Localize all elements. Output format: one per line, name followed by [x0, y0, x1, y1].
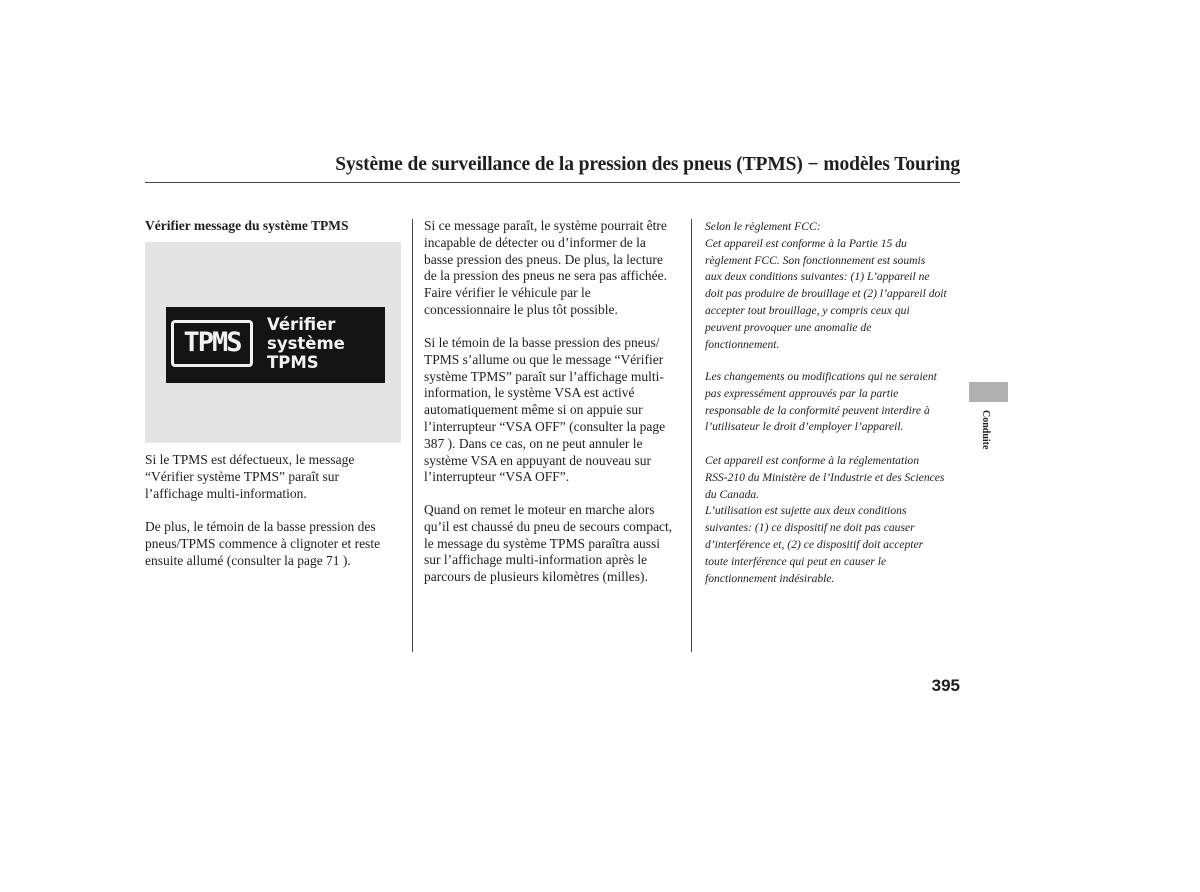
text-line: concessionnaire le plus tôt possible.: [424, 301, 618, 317]
text-line: De plus, le témoin de la basse pression des: [145, 519, 376, 534]
section-tab-marker: [969, 382, 1008, 402]
title-divider: [145, 182, 960, 183]
text-line: du Canada.: [705, 487, 760, 501]
text-line: fonctionnement.: [705, 337, 780, 351]
text-line: système TPMS” paraît sur l’affichage multi-: [424, 368, 664, 384]
text-line: Si le témoin de la basse pression des pneus/: [424, 335, 660, 350]
text-line: 387 ). Dans ce cas, on ne peut annuler le: [424, 435, 643, 451]
text-line: d’interférence et, (2) ce dispositif doit accepter: [705, 537, 924, 551]
text-line: sur l’affichage multi-information après le: [424, 552, 648, 568]
tpms-display-illustration: [145, 242, 401, 443]
text-line: Selon le règlement FCC:: [705, 220, 821, 233]
text-line: Quand on remet le moteur en marche alors: [424, 502, 655, 517]
fcc-notice: [705, 219, 947, 353]
modifications-notice: [705, 369, 937, 436]
middle-paragraph-1: [424, 218, 667, 319]
section-heading: Vérifier message du système TPMS: [145, 218, 349, 233]
text-line: Les changements ou modifications qui ne seraient: [705, 370, 937, 383]
middle-paragraph-3: [424, 502, 672, 586]
text-line: le message du système TPMS paraîtra aussi: [424, 535, 660, 551]
text-line: Si ce message paraît, le système pourrait être: [424, 218, 667, 233]
tpms-badge-icon: TPMS: [171, 320, 253, 367]
text-line: fonctionnement indésirable.: [705, 571, 835, 585]
display-message: [267, 315, 345, 372]
text-line: parcours de plusieurs kilomètres (milles).: [424, 569, 648, 585]
middle-paragraph-2: [424, 335, 665, 486]
text-line: aux deux conditions suivantes: (1) L’appareil ne: [705, 270, 930, 284]
text-line: Si le TPMS est défectueux, le message: [145, 452, 355, 467]
section-tab-label: Conduite: [980, 410, 991, 450]
text-line: l’interrupteur “VSA OFF” (consulter la page: [424, 418, 666, 434]
text-line: “Vérifier système TPMS” paraît sur: [145, 468, 339, 484]
text-line: responsable de la conformité peuvent interdire à: [705, 403, 930, 417]
text-line: RSS-210 du Ministère de l’Industrie et des Sciences: [705, 470, 945, 484]
text-line: de la pression des pneus ne sera pas affichée.: [424, 268, 668, 284]
text-line: peuvent provoquer une anomalie de: [705, 320, 872, 334]
text-line: ensuite allumé (consulter la page 71 ).: [145, 552, 351, 568]
text-line: toute interférence qui peut en causer le: [705, 554, 887, 568]
text-line: pas expressément approuvés par la partie: [705, 386, 899, 400]
text-line: doit pas produire de brouillage et (2) l’appareil doit: [705, 287, 947, 301]
text-line: information, le système VSA est activé: [424, 385, 635, 401]
text-line: pneus/TPMS commence à clignoter et reste: [145, 535, 381, 551]
display-message-line: Vérifier: [267, 315, 336, 334]
text-line: accepter tout brouillage, y compris ceux qui: [705, 303, 910, 317]
text-line: Faire vérifier le véhicule par le: [424, 285, 591, 301]
text-line: incapable de détecter ou d’informer de la: [424, 234, 646, 250]
display-message-line: TPMS: [267, 353, 319, 372]
text-line: L’utilisation est sujette aux deux conditions: [705, 504, 907, 518]
text-line: règlement FCC. Son fonctionnement est soumis: [705, 253, 926, 267]
text-line: Cet appareil est conforme à la réglementation: [705, 454, 920, 467]
text-line: l’affichage multi-information.: [145, 485, 307, 501]
left-paragraph-2: [145, 519, 380, 569]
page-number: 395: [931, 676, 960, 695]
text-line: l’utilisateur le droit d’employer l’appareil.: [705, 420, 904, 434]
multi-info-display: [166, 307, 385, 383]
text-line: Cet appareil est conforme à la Partie 15 du: [705, 236, 907, 250]
left-paragraph-1: [145, 452, 354, 502]
page-title: Système de surveillance de la pression des pneus (TPMS) − modèles Touring: [335, 154, 960, 175]
text-line: automatiquement même si on appuie sur: [424, 402, 643, 418]
canada-notice: [705, 453, 944, 587]
text-line: système VSA en appuyant de nouveau sur: [424, 452, 651, 468]
column-divider-left: [412, 219, 413, 652]
text-line: l’interrupteur “VSA OFF”.: [424, 469, 570, 485]
text-line: qu’il est chaussé du pneu de secours compact,: [424, 518, 673, 534]
text-line: basse pression des pneus. De plus, la lecture: [424, 251, 663, 267]
text-line: suivantes: (1) ce dispositif ne doit pas causer: [705, 521, 915, 535]
text-line: TPMS s’allume ou que le message “Vérifier: [424, 351, 664, 367]
column-divider-right: [691, 219, 692, 652]
display-message-line: système: [267, 334, 345, 353]
